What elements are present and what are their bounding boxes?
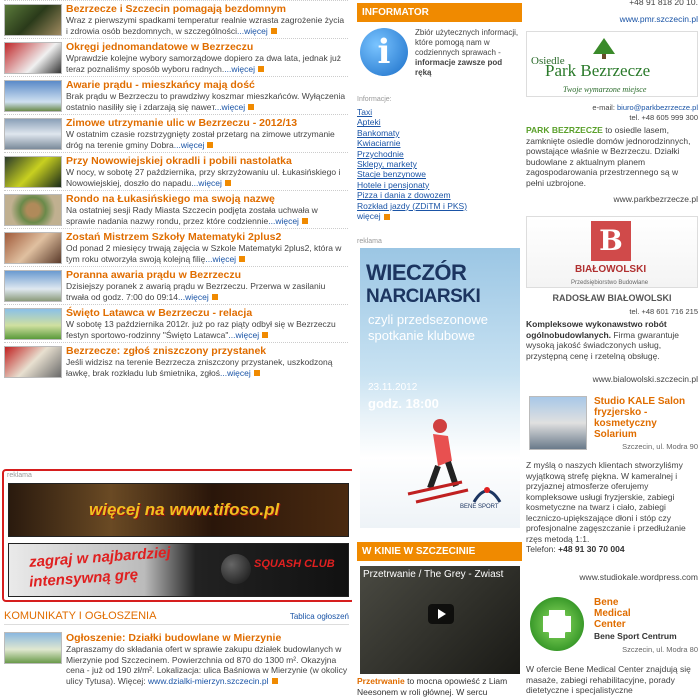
news-item (4, 191, 348, 229)
arrow-icon (248, 104, 254, 110)
announcement-item (4, 630, 349, 686)
ad-date: 23.11.2012 (368, 382, 418, 393)
link-rozklad[interactable]: Rozkład jazdy (ZDiTM i PKS) (357, 200, 468, 211)
bialowolski-name: RADOSŁAW BIAŁOWOLSKI (552, 293, 672, 303)
section-title: KOMUNIKATY I OGŁOSZENIA (4, 610, 157, 622)
more-link[interactable]: ...więcej (268, 215, 299, 226)
park-small-title: Osiedle (531, 55, 565, 67)
informator-header: INFORMATOR (357, 3, 522, 22)
banner-text: więcej na www.tifoso.pl (89, 500, 280, 519)
arrow-icon (384, 214, 390, 220)
news-title[interactable]: Awarie prądu - mieszkańcy mają dość (66, 79, 255, 91)
arrow-icon (262, 332, 268, 338)
arrow-icon (258, 66, 264, 72)
skier-icon (400, 416, 470, 506)
news-body: W sobotę 13 października 2012r. już po raz piąty odbył się w Bezrzeczu festyn sportowo-rodzinny "Święto Latawca" (66, 319, 336, 340)
news-title[interactable]: Bezrzecze i Szczecin pomagają bezdomnym (66, 3, 286, 15)
studio-kale-address: Szczecin, ul. Modra 90 (622, 442, 698, 451)
ad-banner-frame (2, 469, 352, 602)
link-przychodnie[interactable]: Przychodnie (357, 148, 404, 159)
studio-kale-title[interactable]: Studio KALE Salon fryzjersko -kosmetyczny Solarium (594, 396, 686, 440)
news-item (4, 305, 348, 343)
news-item (4, 115, 348, 153)
tifoso-banner[interactable] (8, 483, 349, 537)
studio-kale-block (526, 396, 698, 452)
more-link[interactable]: ...więcej (214, 101, 246, 112)
news-list (0, 0, 352, 381)
informator-description: Zbiór użytecznych informacji, które pomogą nam w codziennych sprawach - informacje zawsze pod ręką (415, 28, 519, 77)
more-link[interactable]: więcej (357, 211, 381, 222)
banner-text-line2: intensywną grę (28, 566, 139, 591)
news-title[interactable]: Święto Latawca w Bezrzeczu - relacja (66, 307, 253, 319)
studio-kale-photo[interactable] (529, 396, 587, 450)
news-thumbnail[interactable] (4, 4, 62, 36)
bialowolski-url[interactable]: www.bialowolski.szczecin.pl (592, 374, 698, 384)
park-contact: e-mail: biuro@parkbezrzecze.pl tel. +48 605 999 300 (526, 103, 698, 123)
park-bezrzecze-logo[interactable] (526, 31, 698, 97)
news-title[interactable]: Okręgi jednomandatowe w Bezrzeczu (66, 41, 254, 53)
bene-medical-block (526, 595, 698, 655)
news-body: Od ponad 2 miesięcy trwają zajęcia w Szkole Matematyki 2plus2, która w tym roku otworzyła swoją kolejną filię (66, 243, 342, 264)
bene-sport-subtitle: Bene Sport Centrum (594, 631, 677, 641)
informator-links (357, 107, 467, 221)
tree-icon (589, 36, 619, 60)
arrow-icon (271, 28, 277, 34)
news-body: W nocy, w sobotę 27 października, przy skrzyżowaniu ul. Łukasińskiego i Nowowiejskiej, doszło do napadu (66, 167, 341, 188)
movie-caption: Przetrwanie to mocna opowieść z Liam Neesonem w roli głównej. W sercu (357, 676, 508, 697)
park-title: Park Bezrzecze (545, 61, 651, 80)
arrow-icon (225, 180, 231, 186)
news-thumbnail[interactable] (4, 80, 62, 112)
news-thumbnail[interactable] (4, 308, 62, 340)
news-item (4, 267, 348, 305)
news-body: Wraz z pierwszymi spadkami temperatur realnie wzrasta zagrożenie życia i zdrowia osób bezdomnych, w szczególności (66, 15, 345, 36)
cinema-header: W KINIE W SZCZECINIE (357, 542, 522, 561)
link-kwiaciarnie[interactable]: Kwiaciarnie (357, 138, 401, 149)
news-title[interactable]: Rondo na Łukasińskiego ma swoją nazwę (66, 193, 275, 205)
park-tagline: Twoje wymarzone miejsce (563, 85, 647, 94)
ad-subtitle-line2: spotkanie klubowe (368, 328, 475, 343)
pmr-url[interactable]: www.pmr.szczecin.pl (619, 13, 698, 24)
banner-text-line1: zagraj w najbardziej (28, 544, 172, 571)
building-icon: B (591, 221, 631, 261)
bene-medical-title[interactable]: Bene Medical Center (594, 597, 631, 630)
ad-label: reklama (357, 238, 382, 245)
more-link[interactable]: ...więcej (237, 25, 268, 36)
ad-time: godz. 18:00 (368, 396, 439, 411)
info-icon: i (360, 28, 408, 76)
news-thumbnail[interactable] (4, 232, 62, 264)
studio-kale-description: Z myślą o naszych klientach stworzyliśmy wyjątkową strefę piękna. W kameralnej i przyjaznej atmosferze oferujemy kompleksowe usługi fryzjerskie, zabiegi kosmetyczne na twarz i ciało, zabiegi leczniczo-upiększające dłoni i stóp czy profesjonalne zagęszczanie i przedłużanie rzęs metodą 1:1. Telefon: +48 91 30 70 004 (526, 460, 686, 554)
ski-evening-ad[interactable] (360, 248, 520, 528)
arrow-icon (239, 256, 245, 262)
movie-trailer-video[interactable] (360, 566, 520, 674)
news-thumbnail[interactable] (4, 118, 62, 150)
arrow-icon (254, 370, 260, 376)
news-title[interactable]: Zimowe utrzymanie ulic w Bezrzeczu - 2012/13 (66, 117, 298, 129)
ad-title-line1: WIECZÓR (366, 260, 467, 285)
news-item (4, 343, 348, 381)
news-body: Jeśli widzisz na terenie Bezrzecza zniszczony przystanek, uszkodzoną ławkę, brak rozkładu lub śmietnika, zgłoś (66, 357, 333, 378)
arrow-icon (212, 294, 218, 300)
link-pizza[interactable]: Pizza i dania z dowozem (357, 190, 451, 201)
announcement-thumbnail[interactable] (4, 632, 62, 664)
park-email-link[interactable]: biuro@parkbezrzecze.pl (617, 103, 698, 112)
news-item (4, 229, 348, 267)
movie-link[interactable]: Przetrwanie (357, 676, 405, 686)
news-thumbnail[interactable] (4, 194, 62, 226)
news-item (4, 1, 348, 39)
bulletin-board-link[interactable]: Tablica ogłoszeń (289, 612, 349, 621)
link-bankomaty[interactable]: Bankomaty (357, 127, 400, 138)
bialowolski-logo[interactable] (526, 216, 698, 288)
bialowolski-subtitle: Przedsiębiorstwo Budowlane (571, 280, 649, 286)
arrow-icon (302, 218, 308, 224)
ad-subtitle-line1: czyli przedsezonowe (368, 312, 488, 327)
bialowolski-brand: BIAŁOWOLSKI (575, 264, 647, 275)
bialowolski-phone: tel. +48 601 716 215 (629, 307, 698, 316)
news-title[interactable]: Zostań Mistrzem Szkoły Matematyki 2plus2 (66, 231, 282, 243)
news-body: W ostatnim czasie rozstrzygnięty został przetarg na zimowe utrzymanie dróg na terenie gminy Dobra (66, 129, 335, 150)
news-thumbnail[interactable] (4, 346, 62, 378)
arrow-icon (272, 678, 278, 684)
bialowolski-description: Kompleksowe wykonawstwo robót ogólnobudowlanych. Firma gwarantuje wysoką jakość świadczonych usług, przystępną cenę i rzetelną obsługę. (526, 319, 680, 361)
announcement-body: Zapraszamy do składania ofert w sprawie zakupu działek budowlanych w Mierzynie pod Szczecinem. Powierzchnia od 870 do 1300 m². Okazyjna cena - już od 190 zł/m². Lokalizacja: ulica Baśniowa w Mierzynie (w okolicy ulicy Tytusa). Więcej: (66, 644, 348, 686)
bene-sport-logo (472, 484, 502, 504)
news-item (4, 39, 348, 77)
more-link[interactable]: ...więcej (178, 291, 209, 302)
announcement-link[interactable]: www.dzialki-mierzyn.szczecin.pl (148, 675, 269, 686)
middle-column (357, 0, 522, 700)
news-thumbnail[interactable] (4, 270, 62, 302)
bene-description: W ofercie Bene Medical Center znajdują się masaże, zabiegi rehabilitacyjne, porady dietetyczne i specjalistyczne (526, 664, 691, 695)
link-stacje[interactable]: Stacje benzynowe (357, 169, 426, 180)
studio-kale-phone: +48 91 30 70 004 (558, 544, 625, 554)
squash-ball-icon (221, 554, 251, 584)
news-item (4, 153, 348, 191)
news-body: Na ostatniej sesji Rady Miasta Szczecin podjęta została uchwała w sprawie nadania nazwy rondu, przez które codziennie (66, 205, 318, 226)
more-link[interactable]: ...więcej (228, 329, 260, 340)
announcement-title[interactable]: Ogłoszenie: Działki budowlane w Mierzynie (66, 632, 282, 644)
park-phone: tel. +48 605 999 300 (629, 113, 698, 122)
video-title: Przetrwanie / The Grey - Zwiast (363, 569, 504, 580)
news-title[interactable]: Przy Nowowiejskiej okradli i pobili nastolatka (66, 155, 292, 167)
ad-brand: BENE SPORT (460, 504, 499, 510)
news-body: Wprawdzie kolejne wybory samorządowe dopiero za dwa lata, jednak już teraz poznaliśmy sposób wyboru radnych. (66, 53, 341, 74)
right-column (526, 0, 700, 700)
more-link[interactable]: ...więcej (191, 177, 222, 188)
news-body: Brak prądu w Bezrzeczu to prawdziwy koszmar mieszkańców. Wyłączenia ostatnio nasiliły się i zdarzają się naweт (66, 91, 346, 112)
medical-cross-icon[interactable] (530, 597, 584, 651)
more-link[interactable]: ...więcej (220, 367, 251, 378)
more-link[interactable]: ...więcej (205, 253, 237, 264)
news-title[interactable]: Poranna awaria prądu w Bezrzeczu (66, 269, 242, 281)
news-item (4, 77, 348, 115)
park-url[interactable]: www.parkbezrzecze.pl (613, 194, 698, 204)
link-hotele[interactable]: Hotele i pensjonaty (357, 179, 430, 190)
link-apteki[interactable]: Apteki (357, 117, 381, 128)
pmr-block (526, 0, 698, 24)
play-icon[interactable] (428, 604, 454, 624)
studio-kale-url[interactable]: www.studiokale.wordpress.com (579, 572, 698, 582)
pmr-phone: +48 91 818 20 10. (629, 0, 698, 7)
news-title[interactable]: Bezrzecze: zgłoś zniszczony przystanek (66, 345, 267, 357)
park-description: PARK BEZRZECZE to osiedle lasem, zamknięte osiedle domów jednorodzinnych, powstające właśnie w Bezrzeczu. Działki budowlane z aktualnym planem zagospodarowania przestrzennego są w pełni uzbrojone. (526, 125, 691, 188)
news-thumbnail[interactable] (4, 156, 62, 188)
informator-label: Informacje: (357, 96, 392, 103)
link-taxi[interactable]: Taxi (357, 107, 373, 117)
squash-club-banner[interactable] (8, 543, 349, 597)
bene-address: Szczecin, ul. Modra 80 (622, 645, 698, 654)
more-link[interactable]: ...więcej (224, 63, 255, 74)
news-thumbnail[interactable] (4, 42, 62, 74)
link-sklepy[interactable]: Sklepy, markety (357, 159, 417, 170)
section-header (4, 610, 349, 625)
squash-club-logo: SQUASH CLUB (254, 558, 335, 570)
more-link[interactable]: ...więcej (173, 139, 205, 150)
ad-title-line2: NARCIARSKI (366, 286, 481, 307)
news-body: Dzisiejszy poranek z awarią prądu w Bezrzeczu. Przerwa w zasilaniu trwała od godz. 7:00 do 09:14 (66, 281, 326, 302)
ad-label: reklama (7, 472, 32, 479)
arrow-icon (207, 142, 213, 148)
